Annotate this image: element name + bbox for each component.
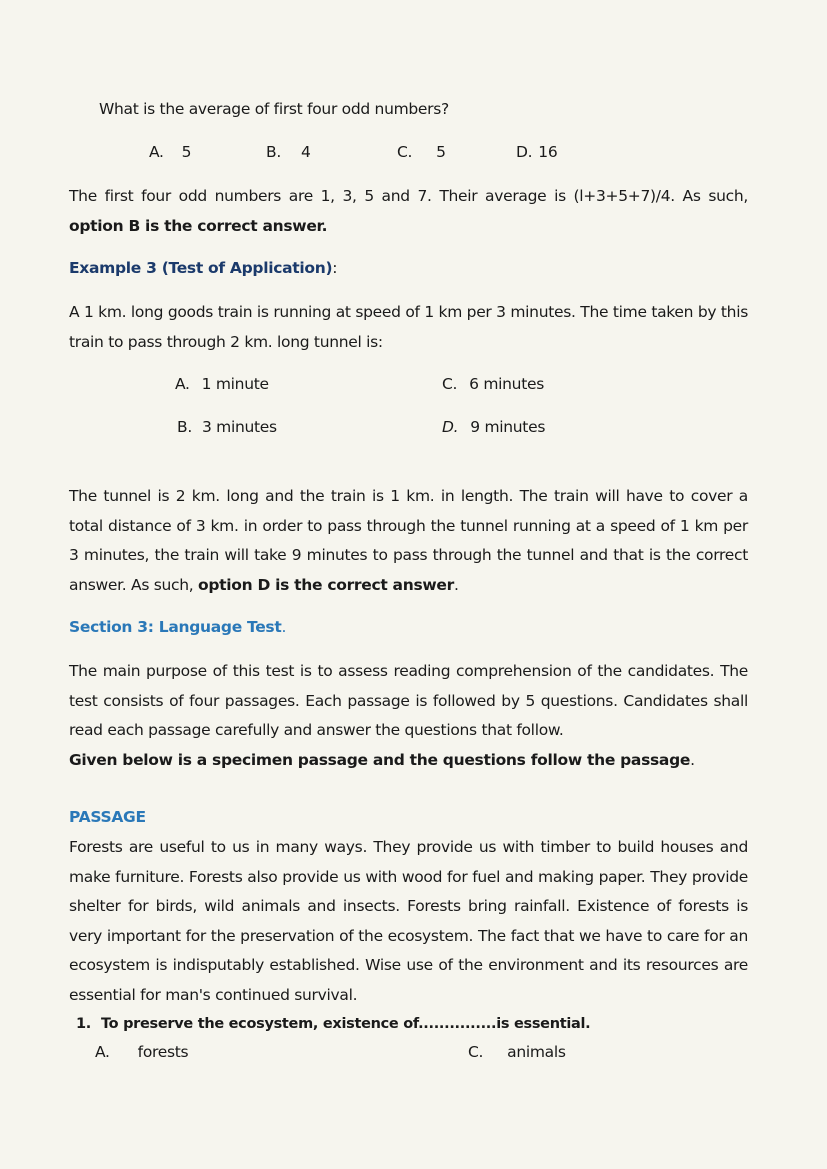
example3-heading-suffix: : [332, 259, 338, 277]
example3-option-b [177, 418, 277, 436]
example3-option-c [442, 375, 544, 393]
passage-q1-option-c [468, 1043, 566, 1061]
q1-option-d [516, 143, 557, 161]
q1-question: What is the average of first four odd numbers? [99, 100, 449, 118]
q1-option-c [397, 143, 446, 161]
passage-question-1 [76, 1016, 590, 1032]
option-text: 9 minutes [470, 418, 546, 436]
explanation-end: . [453, 575, 459, 594]
passage-text: Forests are useful to us in many ways. They provide us with timber to build houses and make furniture. Forests also provide us with wood for fuel and making paper. They provide shelter for birds, wild animals and insects. Forests bring rainfall. Existence of forests is very important for the preservation of the ecosystem. The fact that we have to care for an ecosystem is indisputably established. Wise use of the environment and its resources are essential for man's continued survival. [69, 838, 748, 1004]
passage-heading: PASSAGE [69, 808, 146, 826]
option-text: animals [507, 1043, 566, 1061]
option-text: 16 [538, 143, 558, 161]
option-letter: C. [397, 143, 413, 161]
option-letter: A. [95, 1043, 110, 1061]
section3-heading [69, 618, 286, 636]
example3-option-a [175, 375, 269, 393]
section3-heading-text: Section 3: Language Test [69, 618, 282, 636]
option-text: 1 minute [201, 375, 269, 393]
q1-explanation [69, 182, 748, 241]
example3-heading-text: Example 3 (Test of Application) [69, 259, 333, 277]
question-number: 1. [76, 1016, 91, 1032]
q1-option-a [149, 143, 191, 161]
passage-q1-option-a [95, 1043, 188, 1061]
section3-body [69, 657, 748, 775]
explanation-answer: option D is the correct answer [198, 575, 454, 594]
option-letter: B. [266, 143, 281, 161]
example3-question: A 1 km. long goods train is running at speed of 1 km per 3 minutes. The time taken by this train to pass through 2 km. long tunnel is: [69, 303, 748, 351]
option-text: 3 minutes [201, 418, 277, 436]
q1-option-b [266, 143, 311, 161]
option-letter: A. [149, 143, 164, 161]
option-text: 5 [181, 143, 192, 161]
example3-explanation [69, 482, 748, 600]
option-text: 6 minutes [469, 375, 544, 393]
option-letter: B. [177, 418, 192, 436]
question-text: To preserve the ecosystem, existence of...............is essential. [101, 1016, 591, 1032]
explanation-answer: option B is the correct answer. [69, 216, 328, 235]
option-text: forests [137, 1043, 189, 1061]
option-letter: A. [175, 375, 190, 393]
option-letter: C. [442, 375, 458, 393]
section3-body-text: The main purpose of this test is to assess reading comprehension of the candidates. The test consists of four passages. Each passage is followed by 5 questions. Candidates shall read each passage carefully and answer the questions that follow. [69, 662, 748, 740]
explanation-text: The first four odd numbers are 1, 3, 5 and 7. Their average is (l+3+5+7)/4. As such, [69, 187, 748, 205]
example3-option-d [442, 418, 545, 436]
explanation-text: The tunnel is 2 km. long and the train is 1 km. in length. The train will have to cover a total distance of 3 km. in order to pass through the tunnel running at a speed of 1 km per 3 minutes, the train will take 9 minutes to pass through the tunnel and that is the correct answer. As such, [69, 487, 748, 594]
section3-heading-suffix: . [281, 618, 287, 636]
option-letter: C. [468, 1043, 484, 1061]
section3-note-end: . [690, 750, 695, 769]
example3-heading [69, 259, 337, 277]
section3-note: Given below is a specimen passage and the questions follow the passage [69, 750, 691, 769]
option-letter: D. [516, 143, 533, 161]
option-letter: D. [442, 418, 459, 436]
option-text: 5 [436, 143, 446, 161]
option-text: 4 [300, 143, 311, 161]
